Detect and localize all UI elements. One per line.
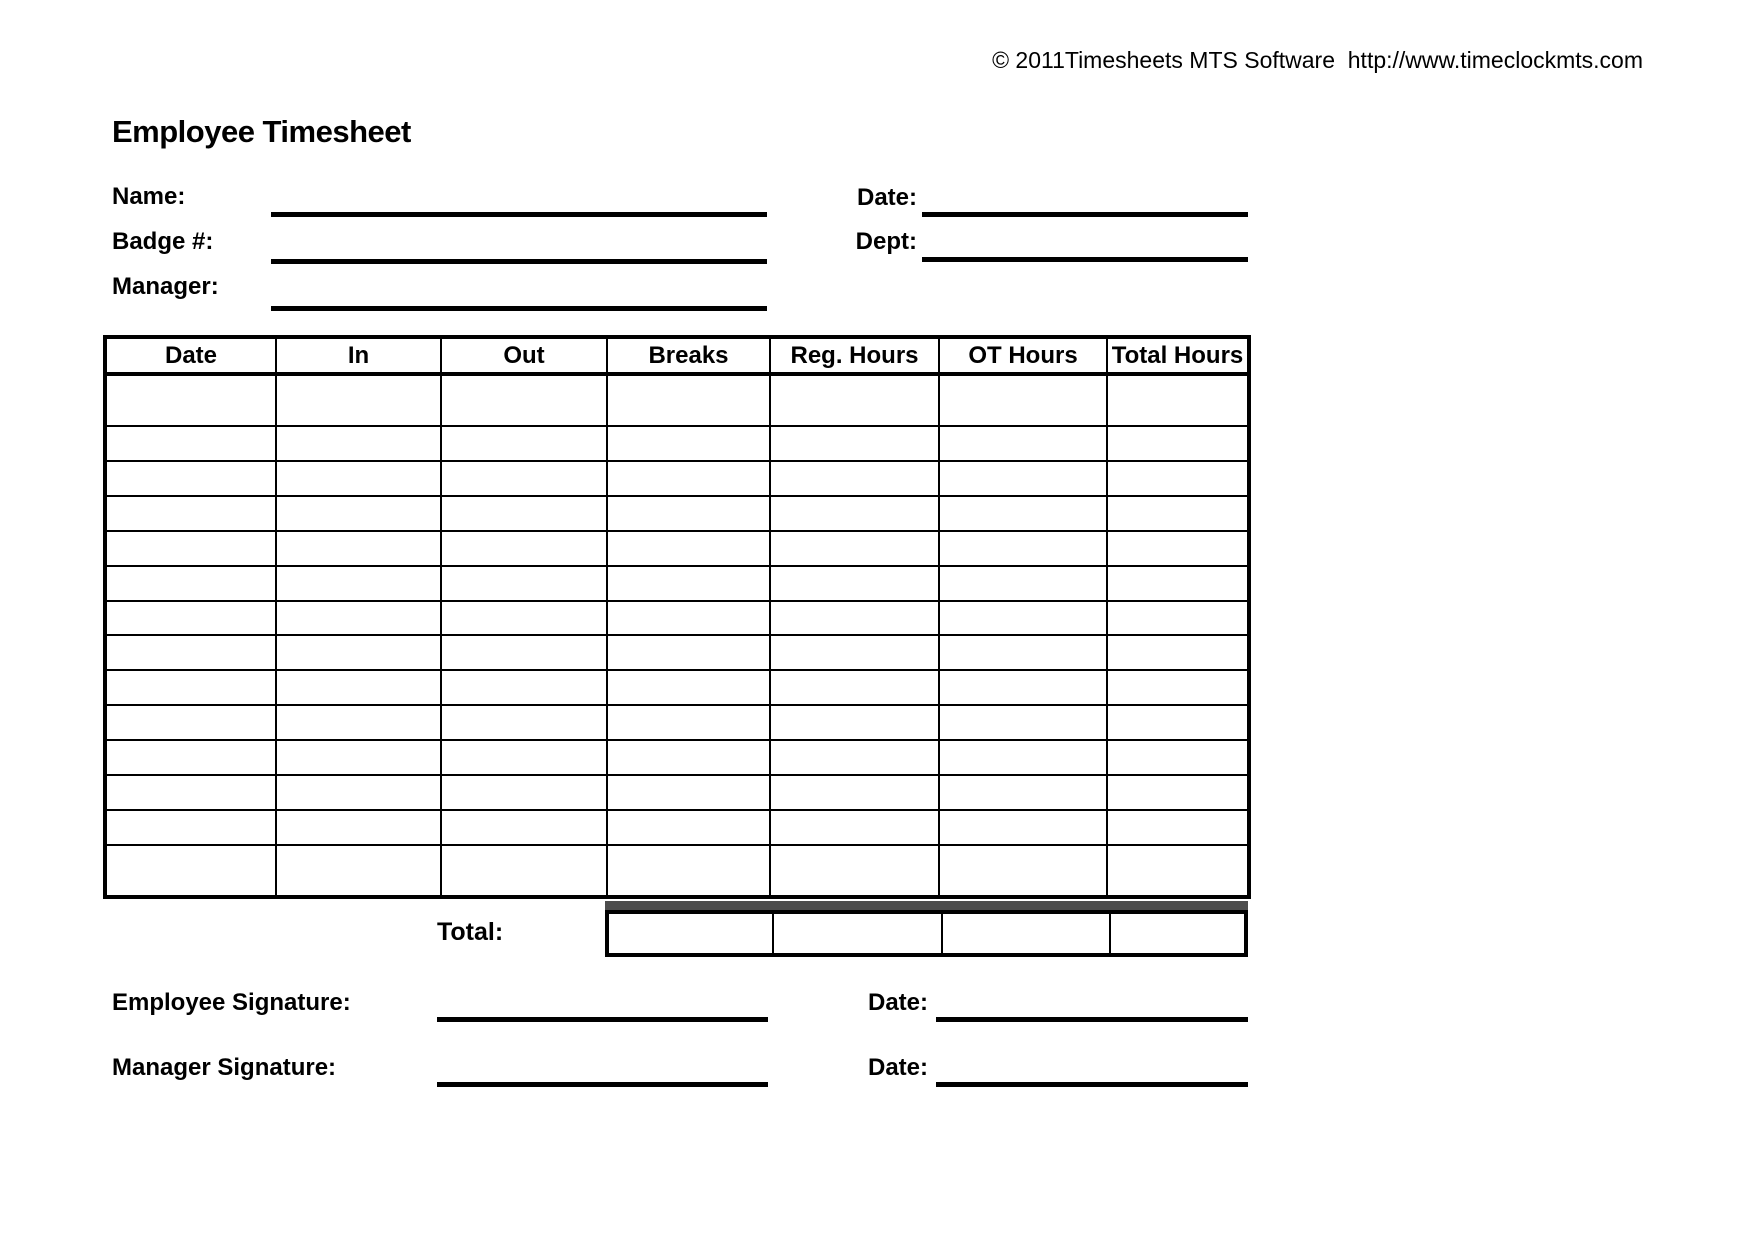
employee-signature-line[interactable] — [437, 1017, 768, 1022]
timesheet-cell[interactable] — [105, 566, 276, 601]
timesheet-cell[interactable] — [607, 810, 770, 845]
total-cell-total-hours[interactable] — [1109, 914, 1244, 953]
timesheet-cell[interactable] — [105, 810, 276, 845]
timesheet-cell[interactable] — [770, 496, 939, 531]
timesheet-cell[interactable] — [939, 374, 1107, 426]
timesheet-cell[interactable] — [770, 845, 939, 897]
badge-input-line[interactable] — [271, 259, 767, 264]
timesheet-cell[interactable] — [939, 705, 1107, 740]
timesheet-cell[interactable] — [105, 601, 276, 636]
timesheet-cell[interactable] — [276, 635, 441, 670]
timesheet-cell[interactable] — [770, 705, 939, 740]
column-header-ot-hours: OT Hours — [939, 337, 1107, 374]
timesheet-cell[interactable] — [441, 705, 607, 740]
timesheet-cell[interactable] — [276, 670, 441, 705]
timesheet-cell[interactable] — [441, 566, 607, 601]
timesheet-cell[interactable] — [276, 531, 441, 566]
timesheet-cell[interactable] — [939, 810, 1107, 845]
table-row — [105, 531, 1249, 566]
timesheet-cell[interactable] — [441, 775, 607, 810]
timesheet-cell[interactable] — [607, 740, 770, 775]
name-input-line[interactable] — [271, 212, 767, 217]
timesheet-cell[interactable] — [1107, 775, 1249, 810]
timesheet-cell[interactable] — [276, 374, 441, 426]
timesheet-cell[interactable] — [607, 426, 770, 461]
manager-date-line[interactable] — [936, 1082, 1248, 1087]
timesheet-cell[interactable] — [276, 810, 441, 845]
timesheet-cell[interactable] — [1107, 426, 1249, 461]
table-row — [105, 374, 1249, 426]
manager-signature-label: Manager Signature: — [112, 1054, 337, 1081]
timesheet-cell[interactable] — [939, 775, 1107, 810]
date-input-line[interactable] — [922, 212, 1248, 217]
timesheet-cell[interactable] — [1107, 531, 1249, 566]
timesheet-cell[interactable] — [607, 635, 770, 670]
timesheet-cell[interactable] — [105, 705, 276, 740]
timesheet-cell[interactable] — [1107, 635, 1249, 670]
timesheet-cell[interactable] — [607, 566, 770, 601]
table-row — [105, 670, 1249, 705]
timesheet-cell[interactable] — [105, 531, 276, 566]
name-label: Name: — [112, 183, 186, 210]
timesheet-cell[interactable] — [1107, 496, 1249, 531]
timesheet-cell[interactable] — [441, 496, 607, 531]
timesheet-cell[interactable] — [770, 461, 939, 496]
timesheet-cell[interactable] — [1107, 810, 1249, 845]
timesheet-cell[interactable] — [105, 461, 276, 496]
timesheet-cell[interactable] — [1107, 845, 1249, 897]
timesheet-cell[interactable] — [770, 740, 939, 775]
timesheet-cell[interactable] — [607, 496, 770, 531]
column-header-in: In — [276, 337, 441, 374]
timesheet-cell[interactable] — [441, 601, 607, 636]
timesheet-cell[interactable] — [939, 461, 1107, 496]
column-header-total-hours: Total Hours — [1107, 337, 1249, 374]
total-cell-reg-hours[interactable] — [772, 914, 941, 953]
timesheet-cell[interactable] — [770, 810, 939, 845]
timesheet-cell[interactable] — [276, 496, 441, 531]
timesheet-cell[interactable] — [276, 740, 441, 775]
table-row — [105, 426, 1249, 461]
timesheet-cell[interactable] — [441, 670, 607, 705]
timesheet-cell[interactable] — [276, 426, 441, 461]
total-label: Total: — [437, 918, 504, 946]
timesheet-cell[interactable] — [939, 740, 1107, 775]
timesheet-cell[interactable] — [1107, 566, 1249, 601]
timesheet-cell[interactable] — [441, 635, 607, 670]
timesheet-cell[interactable] — [276, 775, 441, 810]
timesheet-cell[interactable] — [105, 426, 276, 461]
timesheet-cell[interactable] — [441, 461, 607, 496]
employee-date-label: Date: — [867, 989, 928, 1016]
timesheet-cell[interactable] — [105, 635, 276, 670]
timesheet-cell[interactable] — [939, 426, 1107, 461]
timesheet-cell[interactable] — [105, 845, 276, 897]
timesheet-cell[interactable] — [105, 740, 276, 775]
badge-label: Badge #: — [112, 228, 214, 255]
timesheet-cell[interactable] — [607, 461, 770, 496]
timesheet-cell[interactable] — [770, 775, 939, 810]
total-box — [605, 910, 1248, 957]
table-body — [105, 374, 1249, 897]
column-header-date: Date — [105, 337, 276, 374]
table-row — [105, 845, 1249, 897]
timesheet-cell[interactable] — [105, 775, 276, 810]
employee-date-line[interactable] — [936, 1017, 1248, 1022]
timesheet-cell[interactable] — [939, 845, 1107, 897]
timesheet-cell[interactable] — [276, 845, 441, 897]
dept-label: Dept: — [855, 228, 917, 255]
employee-signature-label: Employee Signature: — [112, 989, 351, 1016]
timesheet-cell[interactable] — [1107, 374, 1249, 426]
timesheet-cell[interactable] — [770, 531, 939, 566]
column-header-breaks: Breaks — [607, 337, 770, 374]
timesheet-cell[interactable] — [1107, 705, 1249, 740]
page-title: Employee Timesheet — [112, 114, 411, 149]
column-header-reg-hours: Reg. Hours — [770, 337, 939, 374]
table-row — [105, 496, 1249, 531]
timesheet-cell[interactable] — [770, 374, 939, 426]
timesheet-cell[interactable] — [276, 461, 441, 496]
table-header-row — [105, 337, 1249, 374]
timesheet-cell[interactable] — [939, 635, 1107, 670]
timesheet-cell[interactable] — [770, 635, 939, 670]
total-cell-breaks[interactable] — [609, 914, 772, 953]
column-header-out: Out — [441, 337, 607, 374]
timesheet-cell[interactable] — [1107, 670, 1249, 705]
timesheet-cell[interactable] — [770, 426, 939, 461]
timesheet-cell[interactable] — [939, 566, 1107, 601]
timesheet-cell[interactable] — [770, 566, 939, 601]
table-row — [105, 810, 1249, 845]
timesheet-cell[interactable] — [441, 374, 607, 426]
manager-signature-line[interactable] — [437, 1082, 768, 1087]
table-row — [105, 601, 1249, 636]
timesheet-cell[interactable] — [441, 740, 607, 775]
timesheet-cell[interactable] — [770, 601, 939, 636]
timesheet-cell[interactable] — [276, 705, 441, 740]
dept-input-line[interactable] — [922, 257, 1248, 262]
table-row — [105, 461, 1249, 496]
timesheet-cell[interactable] — [105, 374, 276, 426]
table-row — [105, 775, 1249, 810]
timesheet-cell[interactable] — [607, 374, 770, 426]
timesheet-cell[interactable] — [441, 810, 607, 845]
timesheet-cell[interactable] — [939, 496, 1107, 531]
table-row — [105, 740, 1249, 775]
timesheet-cell[interactable] — [939, 601, 1107, 636]
timesheet-cell[interactable] — [1107, 461, 1249, 496]
timesheet-cell[interactable] — [939, 531, 1107, 566]
total-cell-ot-hours[interactable] — [941, 914, 1109, 953]
manager-label: Manager: — [112, 273, 219, 300]
timesheet-cell[interactable] — [607, 531, 770, 566]
timesheet-cell[interactable] — [441, 845, 607, 897]
table-row — [105, 566, 1249, 601]
timesheet-cell[interactable] — [607, 775, 770, 810]
date-label: Date: — [856, 184, 917, 211]
timesheet-cell[interactable] — [939, 670, 1107, 705]
copyright-text: © 2011Timesheets MTS Software http://www.timeclockmts.com — [992, 47, 1643, 73]
timesheet-cell[interactable] — [607, 705, 770, 740]
timesheet-cell[interactable] — [105, 496, 276, 531]
timesheet-cell[interactable] — [1107, 601, 1249, 636]
timesheet-cell[interactable] — [276, 601, 441, 636]
timesheet-cell[interactable] — [607, 601, 770, 636]
timesheet-cell[interactable] — [105, 670, 276, 705]
timesheet-table — [103, 335, 1251, 899]
manager-date-label: Date: — [867, 1054, 928, 1081]
manager-input-line[interactable] — [271, 306, 767, 311]
table-row — [105, 635, 1249, 670]
timesheet-cell[interactable] — [441, 426, 607, 461]
timesheet-cell[interactable] — [276, 566, 441, 601]
timesheet-cell[interactable] — [1107, 740, 1249, 775]
timesheet-cell[interactable] — [607, 845, 770, 897]
table-row — [105, 705, 1249, 740]
total-divider-bar — [605, 901, 1248, 910]
timesheet-cell[interactable] — [607, 670, 770, 705]
timesheet-cell[interactable] — [770, 670, 939, 705]
timesheet-cell[interactable] — [441, 531, 607, 566]
